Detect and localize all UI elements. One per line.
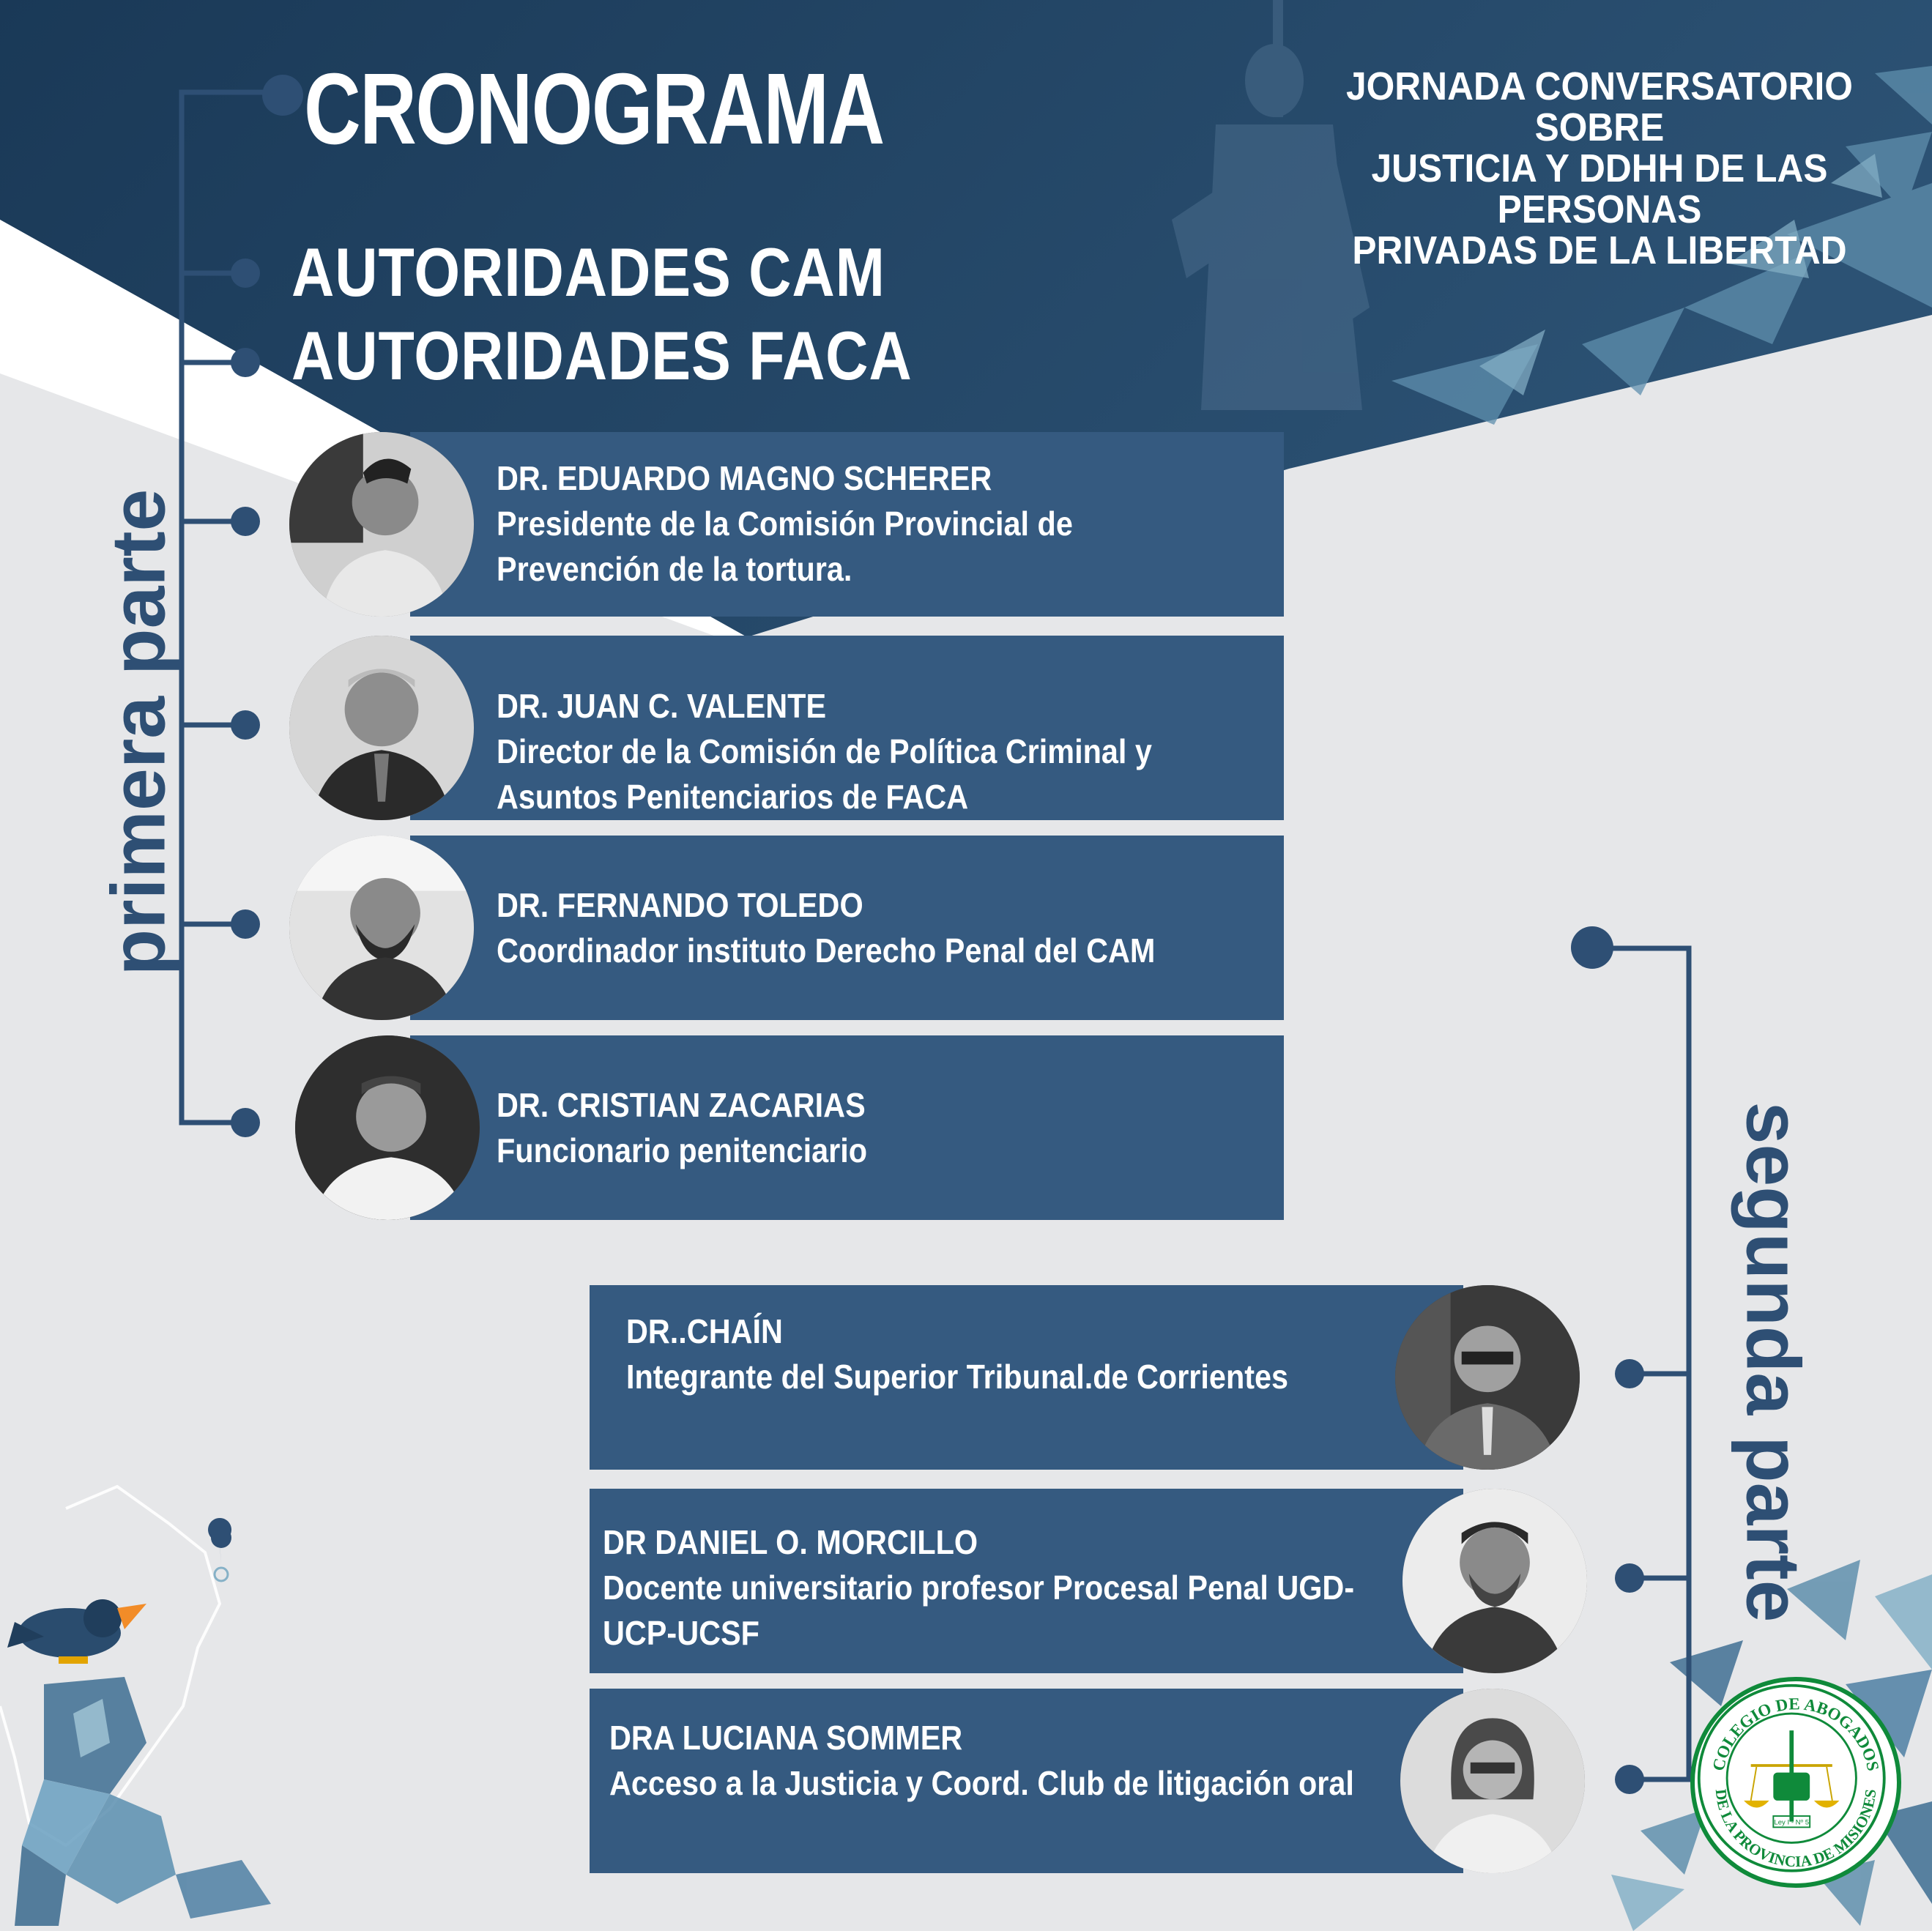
speaker-photo: [1402, 1489, 1587, 1673]
event-title-line: JORNADA CONVERSATORIO SOBRE: [1346, 64, 1853, 149]
event-title-line: PRIVADAS DE LA LIBERTAD: [1352, 228, 1847, 272]
speaker-name: DR. EDUARDO MAGNO SCHERER: [497, 459, 992, 497]
timeline-dot: [231, 1108, 260, 1137]
speaker-role: Director de la Comisión de Política Criminal y: [497, 732, 1152, 770]
event-title-line: JUSTICIA Y DDHH DE LAS PERSONAS: [1371, 146, 1828, 231]
speaker-info: [609, 1715, 1354, 1806]
timeline-dot: [231, 710, 260, 740]
speaker-role: UCP-UCSF: [603, 1614, 759, 1652]
speaker-info: [626, 1309, 1288, 1399]
speaker-role: Integrante del Superior Tribunal.de Corrientes: [626, 1358, 1289, 1396]
speaker-info: [497, 882, 1155, 973]
speaker-name: DR. JUAN C. VALENTE: [497, 687, 827, 725]
speaker-photo: [1400, 1689, 1585, 1873]
speaker-name: DR..CHAÍN: [626, 1312, 783, 1350]
authorities-cam: AUTORIDADES CAM: [291, 234, 885, 310]
timeline-dot: [231, 348, 260, 377]
svg-text:COLEGIO DE ABOGADOS: COLEGIO DE ABOGADOS: [1709, 1694, 1883, 1773]
timeline-start-dot: [262, 75, 303, 116]
speaker-info: [497, 1082, 867, 1173]
timeline-dot: [1615, 1765, 1644, 1794]
speaker-role: Funcionario penitenciario: [497, 1131, 868, 1169]
speaker-photo: [289, 836, 474, 1020]
authorities-faca: AUTORIDADES FACA: [291, 317, 913, 394]
speaker-role: Coordinador instituto Derecho Penal del CAM: [497, 931, 1156, 970]
speaker-photo: [1395, 1285, 1580, 1470]
speaker-info: [603, 1519, 1354, 1656]
section-label-second: segunda parte: [1730, 1101, 1816, 1623]
speaker-role: Prevención de la tortura.: [497, 550, 852, 588]
event-title: [1296, 66, 1903, 271]
speaker-info: [497, 683, 1152, 819]
svg-text:DE LA PROVINCIA DE MISIONES: DE LA PROVINCIA DE MISIONES: [1712, 1787, 1880, 1871]
timeline-dot: [231, 258, 260, 288]
timeline-dot: [1615, 1563, 1644, 1593]
section-label-first: primera parte: [96, 488, 182, 976]
speaker-photo: [289, 432, 474, 617]
speaker-role: Docente universitario profesor Procesal Penal UGD-: [603, 1569, 1355, 1607]
speaker-name: DR. FERNANDO TOLEDO: [497, 886, 863, 924]
timeline-dot: [231, 909, 260, 939]
seal-logo: [1695, 1681, 1897, 1883]
timeline-dot: [231, 507, 260, 536]
speaker-name: DR. CRISTIAN ZACARIAS: [497, 1086, 866, 1124]
speaker-name: DRA LUCIANA SOMMER: [609, 1719, 963, 1757]
svg-text:Ley I - Nº 5: Ley I - Nº 5: [1774, 1818, 1810, 1827]
speaker-photo: [289, 636, 474, 820]
timeline-start-dot: [1571, 926, 1613, 969]
page-title: CRONOGRAMA: [304, 53, 884, 165]
speaker-role: Asuntos Penitenciarios de FACA: [497, 778, 969, 816]
speaker-name: DR DANIEL O. MORCILLO: [603, 1523, 978, 1561]
timeline-dot: [1615, 1359, 1644, 1388]
bar-association-seal: [1690, 1677, 1901, 1888]
speaker-photo: [295, 1035, 480, 1220]
speaker-info: [497, 455, 1073, 592]
speaker-role: Presidente de la Comisión Provincial de: [497, 505, 1073, 543]
speaker-role: Acceso a la Justicia y Coord. Club de litigación oral: [609, 1764, 1354, 1802]
